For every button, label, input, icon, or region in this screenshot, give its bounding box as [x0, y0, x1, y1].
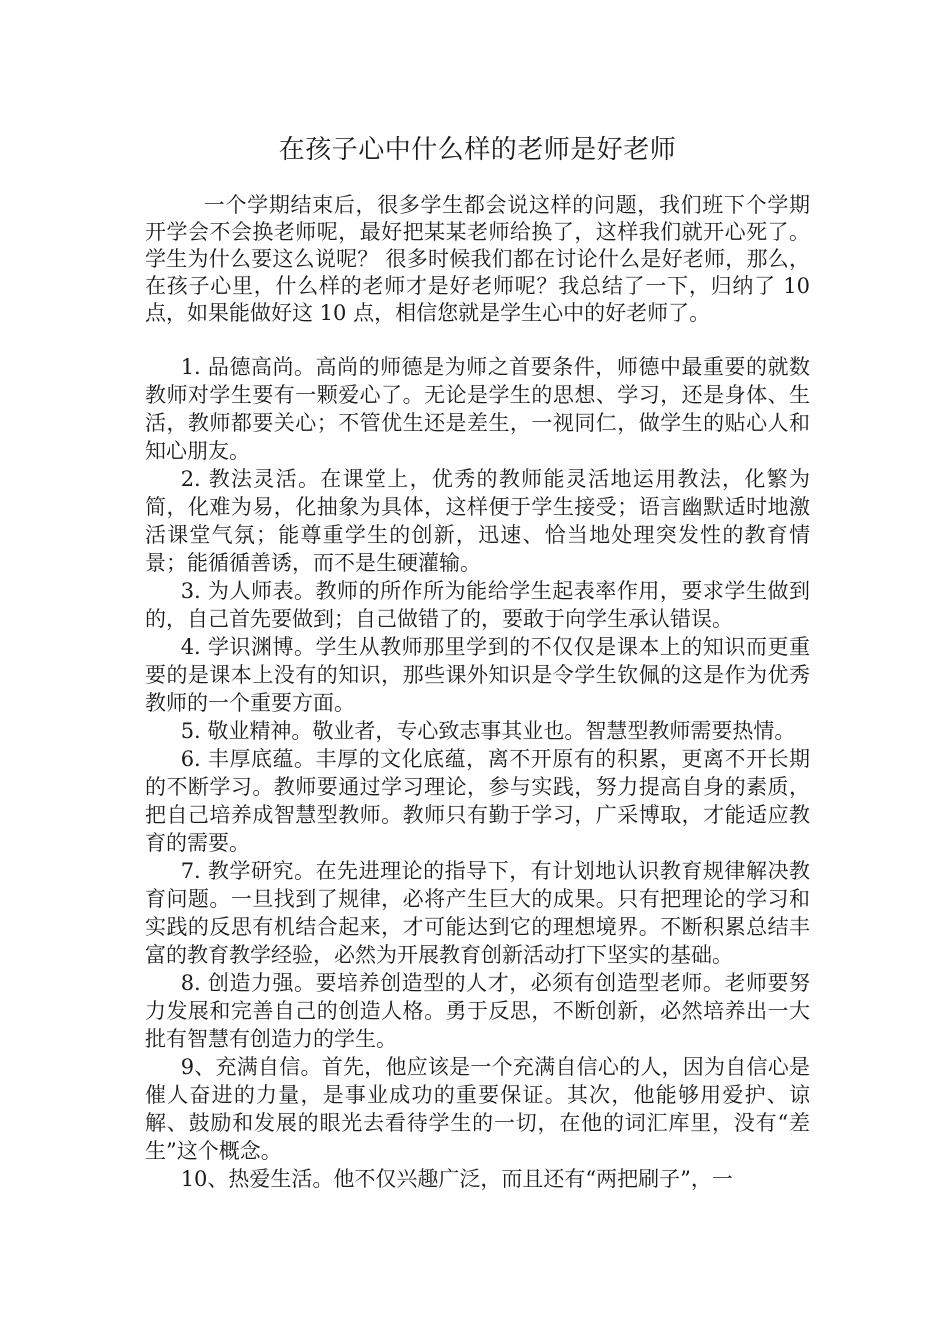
document-title: 在孩子心中什么样的老师是好老师: [278, 135, 677, 165]
list-item-5: 5. 敬业精神。敬业者，专心致志事其业也。智慧型教师需要热情。: [180, 719, 796, 743]
list-item-2: 2. 教法灵活。在课堂上，优秀的教师能灵活地运用教法，化繁为简，化难为易，化抽象为具体，这样便于学生接受；语言幽默适时地激活课堂气氛；能尊重学生的创新，迅速、恰当地处理突发性的教育情景；能循循善诱，而不是生硬灌输。: [145, 467, 810, 575]
document-page: [145, 130, 810, 1193]
list-item-10: 10、热爱生活。他不仅兴趣广泛，而且还有“两把刷子”，一: [180, 1167, 733, 1191]
list-item-8: 8. 创造力强。要培养创造型的人才，必须有创造型老师。老师要努力发展和完善自己的创造人格。勇于反思，不断创新，必然培养出一大批有智慧有创造力的学生。: [145, 971, 810, 1051]
list-item-3: 3. 为人师表。教师的所作所为能给学生起表率作用，要求学生做到的，自己首先要做到；自己做错了的，要敢于向学生承认错误。: [145, 579, 810, 631]
list-item-1: 1. 品德高尚。高尚的师德是为师之首要条件，师德中最重要的就数教师对学生要有一颗爱心了。无论是学生的思想、学习，还是身体、生活，教师都要关心；不管优生还是差生，一视同仁，做学生的贴心人和知心朋友。: [145, 355, 810, 463]
intro-paragraph: 一个学期结束后，很多学生都会说这样的问题，我们班下个学期开学会不会换老师呢，最好把某某老师给换了，这样我们就开心死了。学生为什么要这么说呢？ 很多时候我们都在讨论什么是好老师，那么，在孩子心里，什么样的老师才是好老师呢？我总结了一下，归纳了 10 点，如果能做好这 10 点，相信您就是学生心中的好老师了。: [145, 193, 810, 325]
list-item-7: 7. 教学研究。在先进理论的指导下，有计划地认识教育规律解决教育问题。一旦找到了规律，必将产生巨大的成果。只有把理论的学习和实践的反思有机结合起来，才可能达到它的理想境界。不断积累总结丰富的教育教学经验，必然为开展教育创新活动打下坚实的基础。: [145, 859, 810, 967]
list-item-9: 9、充满自信。首先，他应该是一个充满自信心的人，因为自信心是催人奋进的力量，是事业成功的重要保证。其次，他能够用爱护、谅解、鼓励和发展的眼光去看待学生的一切，在他的词汇库里，没有“差生”这个概念。: [145, 1055, 810, 1163]
list-item-4: 4. 学识渊博。学生从教师那里学到的不仅仅是课本上的知识而更重要的是课本上没有的知识，那些课外知识是令学生钦佩的这是作为优秀教师的一个重要方面。: [145, 635, 810, 715]
list-item-6: 6. 丰厚底蕴。丰厚的文化底蕴，离不开原有的积累，更离不开长期的不断学习。教师要通过学习理论，参与实践，努力提高自身的素质，把自己培养成智慧型教师。教师只有勤于学习，广采博取，才能适应教育的需要。: [145, 747, 810, 855]
